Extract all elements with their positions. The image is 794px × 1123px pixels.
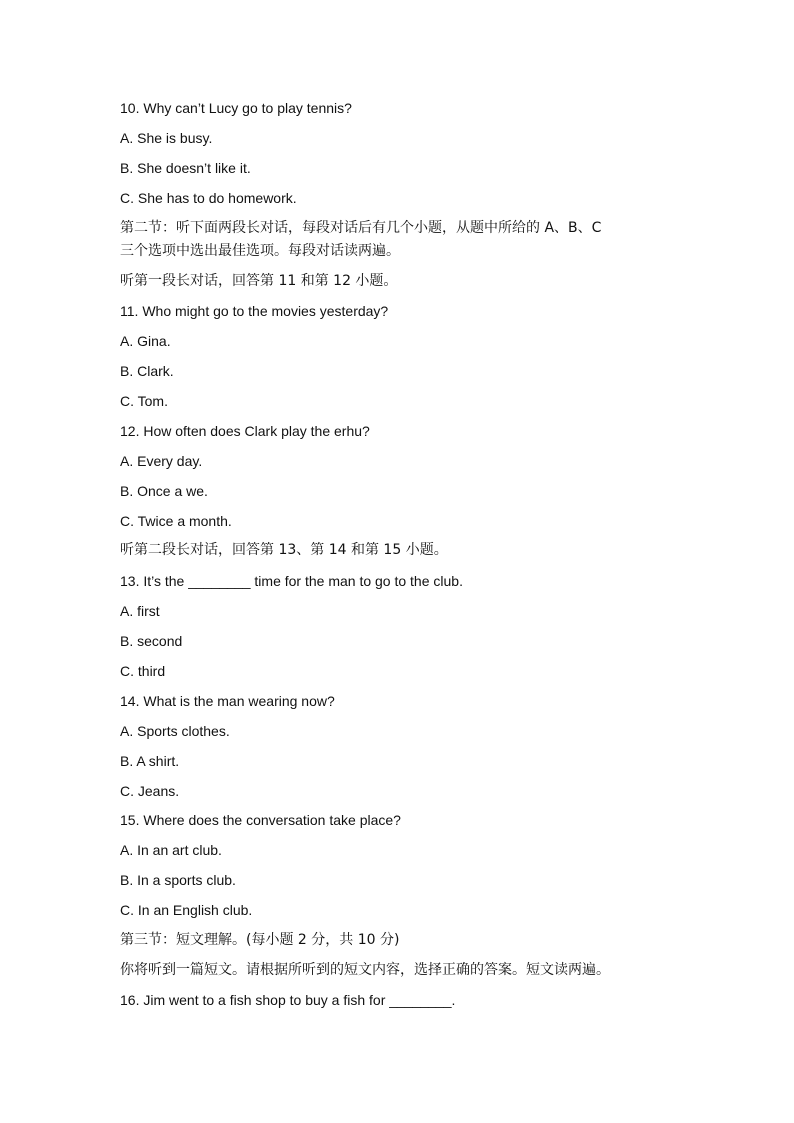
option-11a: A. Gina.	[120, 333, 171, 349]
question-12: 12. How often does Clark play the erhu?	[120, 423, 370, 439]
question-16: 16. Jim went to a fish shop to buy a fish for ________.	[120, 992, 456, 1008]
option-13c: C. third	[120, 663, 166, 679]
option-10a: A. She is busy.	[120, 130, 213, 146]
option-11b: B. Clark.	[120, 363, 174, 379]
option-14b: B. A shirt.	[120, 753, 180, 769]
option-15b: B. In a sports club.	[120, 872, 236, 888]
question-11: 11. Who might go to the movies yesterday?	[120, 303, 389, 319]
question-13: 13. It’s the ________ time for the man to go to the club.	[120, 573, 463, 589]
question-15: 15. Where does the conversation take place?	[120, 812, 401, 828]
section-3-heading: 第三节：短文理解。(每小题 2 分，共 10 分)	[120, 932, 400, 948]
option-14a: A. Sports clothes.	[120, 723, 230, 739]
option-12b: B. Once a we.	[120, 483, 208, 499]
option-15a: A. In an art club.	[120, 842, 222, 858]
option-14c: C. Jeans.	[120, 783, 180, 799]
option-13a: A. first	[120, 603, 160, 619]
option-10c: C. She has to do homework.	[120, 190, 297, 206]
section-2-instruction-line2: 三个选项中选出最佳选项。每段对话读两遍。	[120, 243, 400, 259]
option-12a: A. Every day.	[120, 453, 203, 469]
question-14: 14. What is the man wearing now?	[120, 693, 335, 709]
option-12c: C. Twice a month.	[120, 513, 232, 529]
section-2-instruction-line1: 第二节：听下面两段长对话，每段对话后有几个小题，从题中所给的 A、B、C	[120, 220, 602, 236]
option-11c: C. Tom.	[120, 393, 168, 409]
question-10: 10. Why can’t Lucy go to play tennis?	[120, 100, 352, 116]
option-15c: C. In an English club.	[120, 902, 253, 918]
dialogue-1-instruction: 听第一段长对话，回答第 11 和第 12 小题。	[120, 273, 398, 289]
option-13b: B. second	[120, 633, 183, 649]
dialogue-2-instruction: 听第二段长对话，回答第 13、第 14 和第 15 小题。	[120, 542, 448, 558]
option-10b: B. She doesn’t like it.	[120, 160, 251, 176]
section-3-instruction: 你将听到一篇短文。请根据所听到的短文内容，选择正确的答案。短文读两遍。	[120, 962, 610, 978]
